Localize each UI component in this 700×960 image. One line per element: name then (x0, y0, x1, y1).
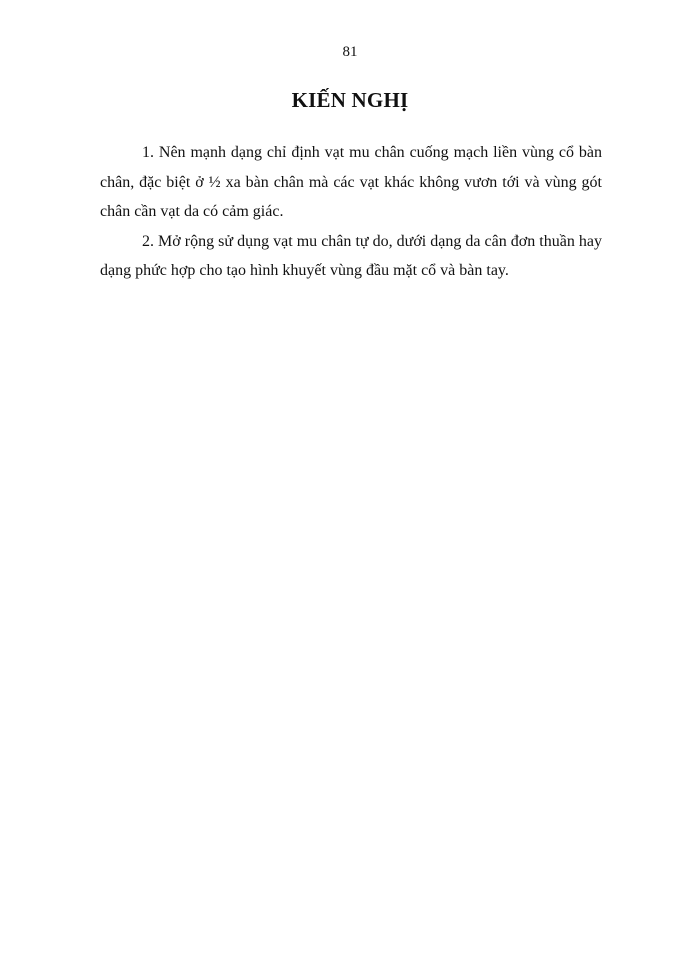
section-heading: KIẾN NGHỊ (291, 88, 409, 112)
recommendations-body (100, 138, 602, 286)
recommendation-paragraph-1: 1. Nên mạnh dạng chỉ định vạt mu chân cuống mạch liền vùng cổ bàn chân, đặc biệt ở ½ xa bàn chân mà các vạt khác không vươn tới và vùng gót chân cần vạt da có cảm giác. (100, 144, 602, 220)
page-number: 81 (342, 44, 358, 60)
recommendation-paragraph-2: 2. Mở rộng sử dụng vạt mu chân tự do, dưới dạng da cân đơn thuần hay dạng phức hợp cho tạo hình khuyết vùng đầu mặt cổ và bàn tay. (100, 232, 602, 279)
